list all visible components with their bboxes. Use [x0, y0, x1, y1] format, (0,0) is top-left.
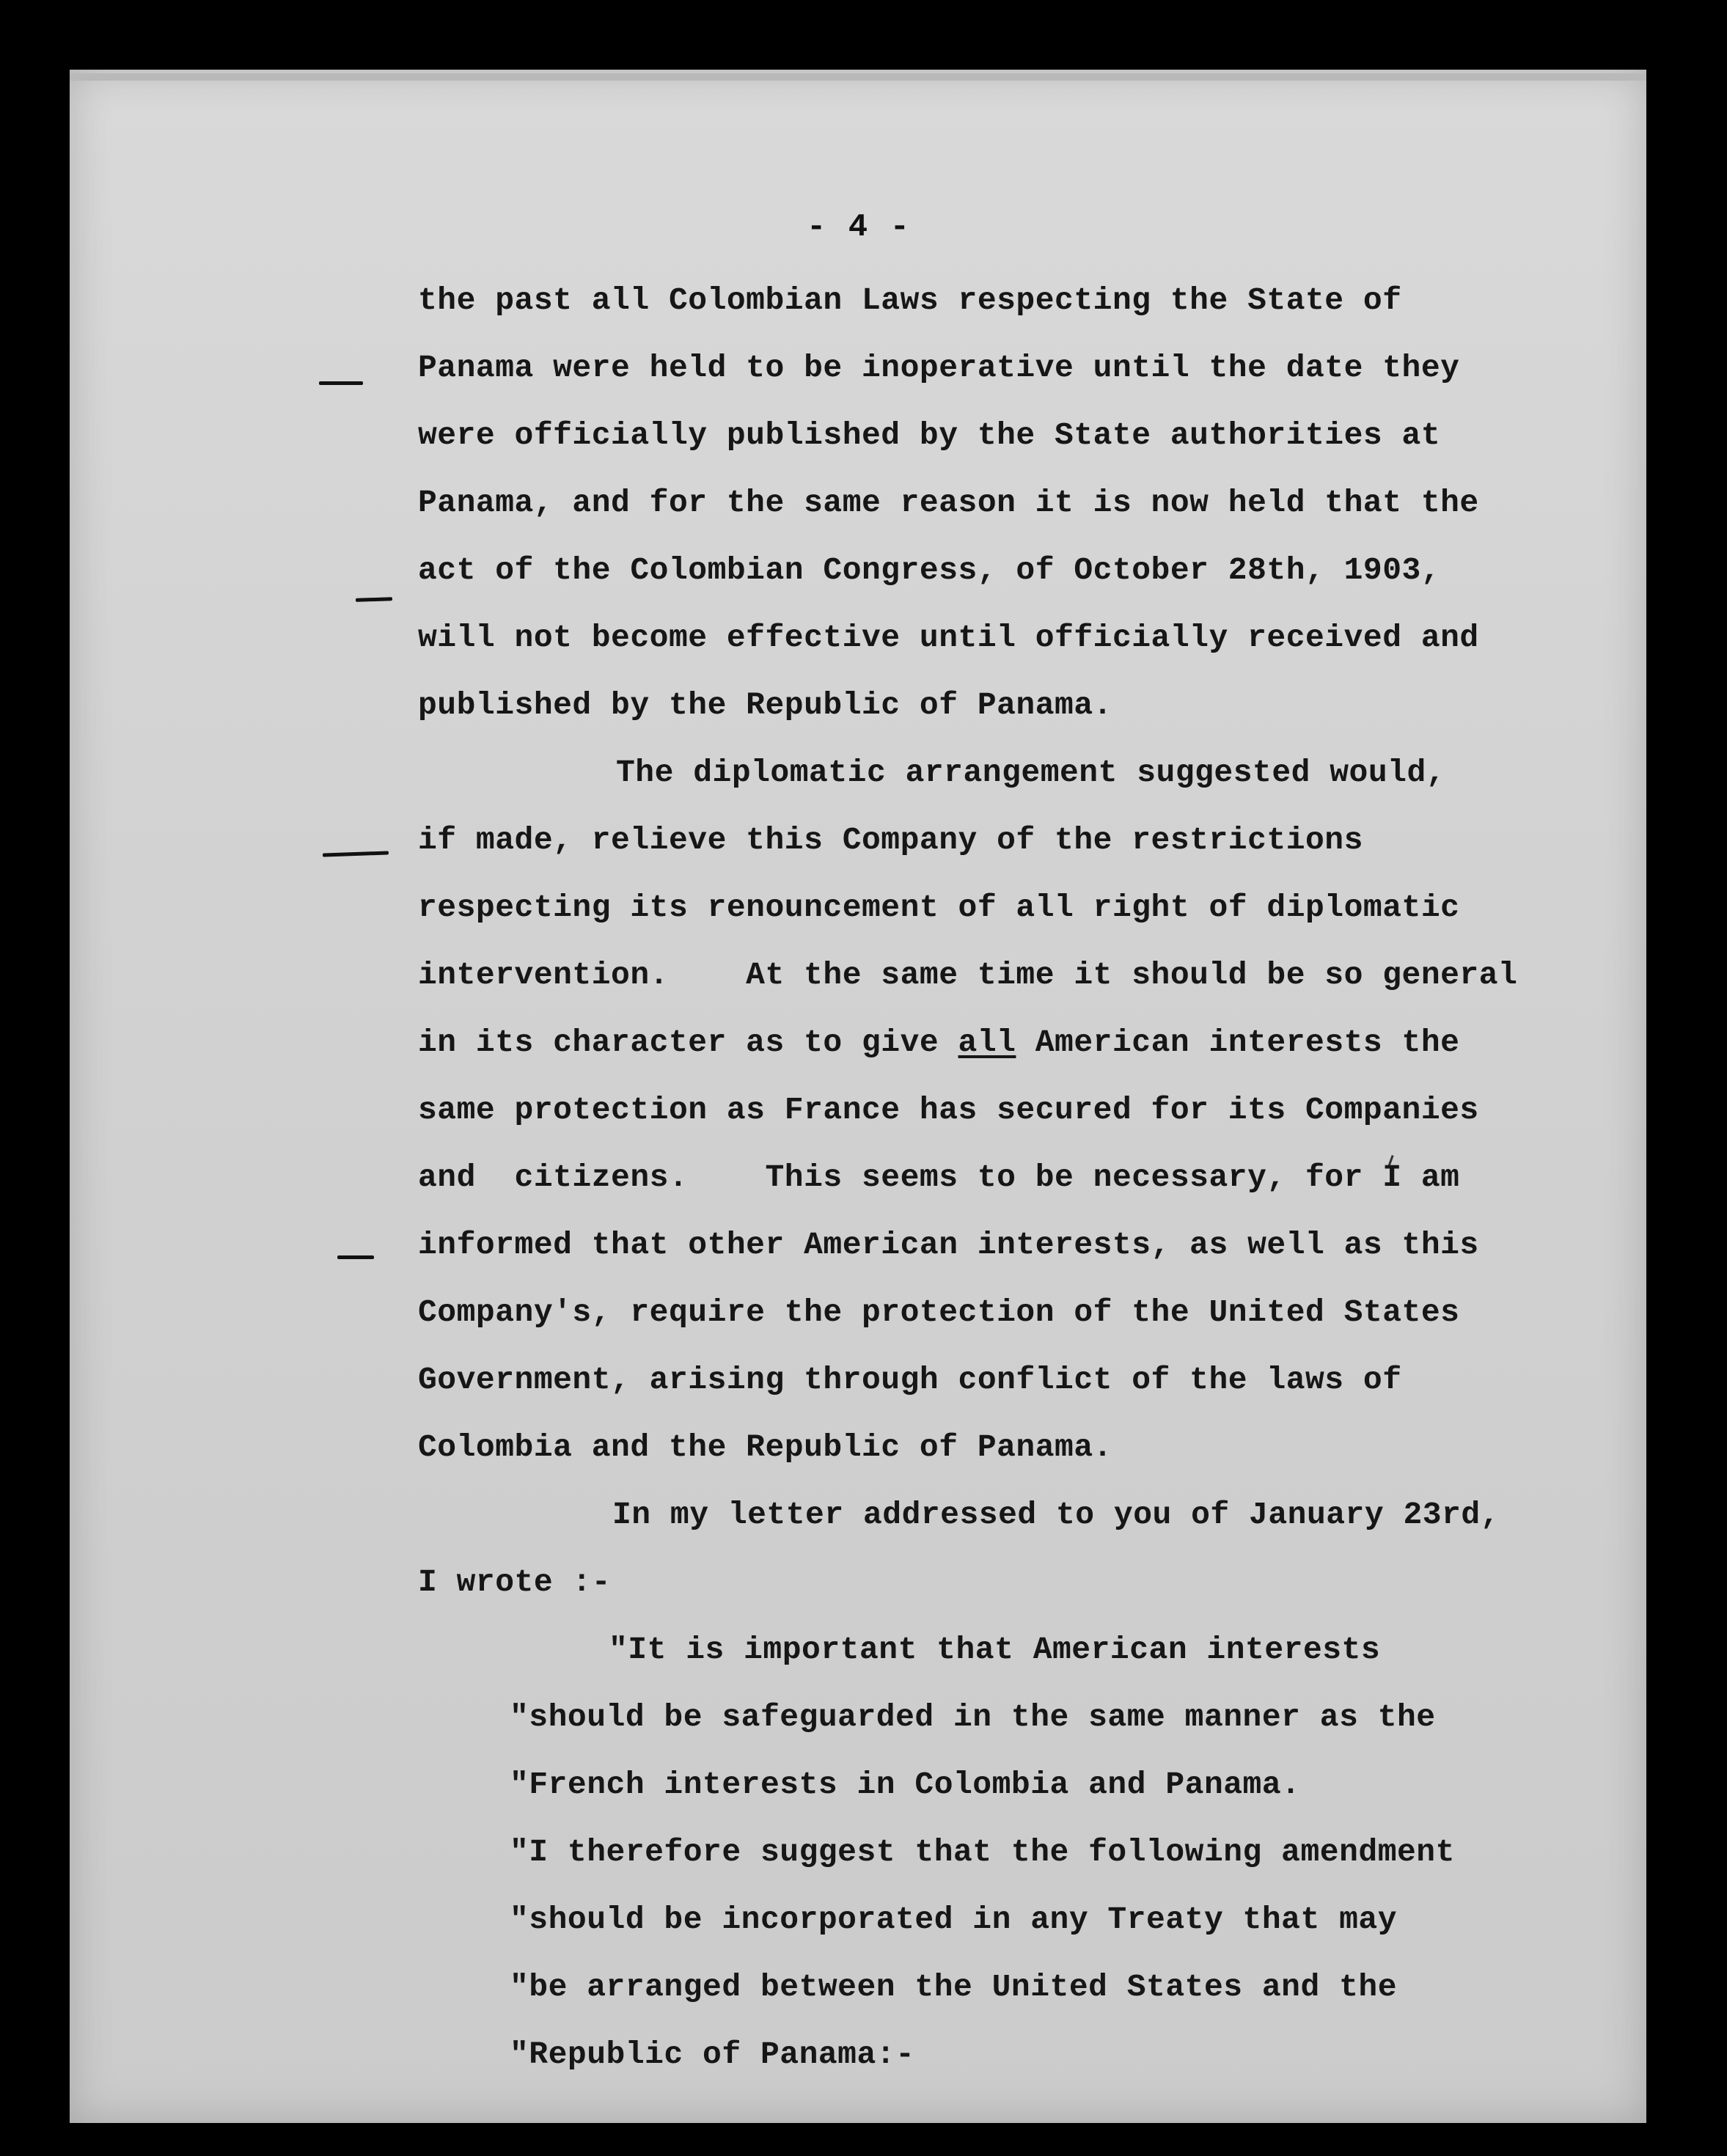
page-edge	[70, 73, 1646, 81]
text-line: respecting its renouncement of all right of diplomatic	[418, 890, 1460, 925]
text-line: same protection as France has secured for its Companies	[418, 1092, 1479, 1128]
text-line: if made, relieve this Company of the restrictions	[418, 822, 1363, 858]
text-line: will not become effective until officially received and	[418, 620, 1479, 656]
text-line: I wrote :-	[418, 1564, 612, 1600]
text-line: Company's, require the protection of the United States	[418, 1294, 1460, 1330]
text-line	[418, 1024, 1459, 1060]
text-line: Government, arising through conflict of the laws of	[418, 1362, 1402, 1398]
text-line: Panama, and for the same reason it is now held that the	[418, 485, 1479, 521]
underlined-word: all	[958, 1024, 1016, 1060]
text-segment: American interests the	[1016, 1024, 1460, 1060]
text-line: "I therefore suggest that the following amendment	[510, 1834, 1455, 1870]
page-number: - 4 -	[807, 209, 912, 246]
text-line: and citizens. This seems to be necessary, for I am	[418, 1159, 1460, 1195]
text-line: "should be incorporated in any Treaty that may	[510, 1902, 1397, 1937]
text-line: Panama were held to be inoperative until the date they	[418, 350, 1460, 386]
text-line: Colombia and the Republic of Panama.	[418, 1429, 1112, 1465]
text-line: "Republic of Panama:-	[510, 2036, 915, 2072]
text-line: "French interests in Colombia and Panama.	[510, 1767, 1301, 1803]
text-line: the past all Colombian Laws respecting the State of	[418, 282, 1402, 318]
text-segment: in its character as to give	[418, 1024, 958, 1060]
margin-mark	[337, 1255, 374, 1259]
text-line: act of the Colombian Congress, of October 28th, 1903,	[418, 552, 1441, 588]
margin-mark	[319, 381, 363, 385]
text-line: "should be safeguarded in the same manner as the	[510, 1699, 1436, 1735]
text-line: intervention. At the same time it should be so general	[418, 957, 1518, 993]
text-line: "be arranged between the United States and the	[510, 1969, 1397, 2005]
text-line: informed that other American interests, as well as this	[418, 1227, 1479, 1263]
text-line: published by the Republic of Panama.	[418, 687, 1112, 723]
text-line: "It is important that American interests	[609, 1632, 1381, 1668]
text-line: The diplomatic arrangement suggested would,	[616, 755, 1446, 791]
text-line: were officially published by the State authorities at	[418, 417, 1441, 453]
text-line: In my letter addressed to you of January 23rd,	[612, 1497, 1500, 1533]
